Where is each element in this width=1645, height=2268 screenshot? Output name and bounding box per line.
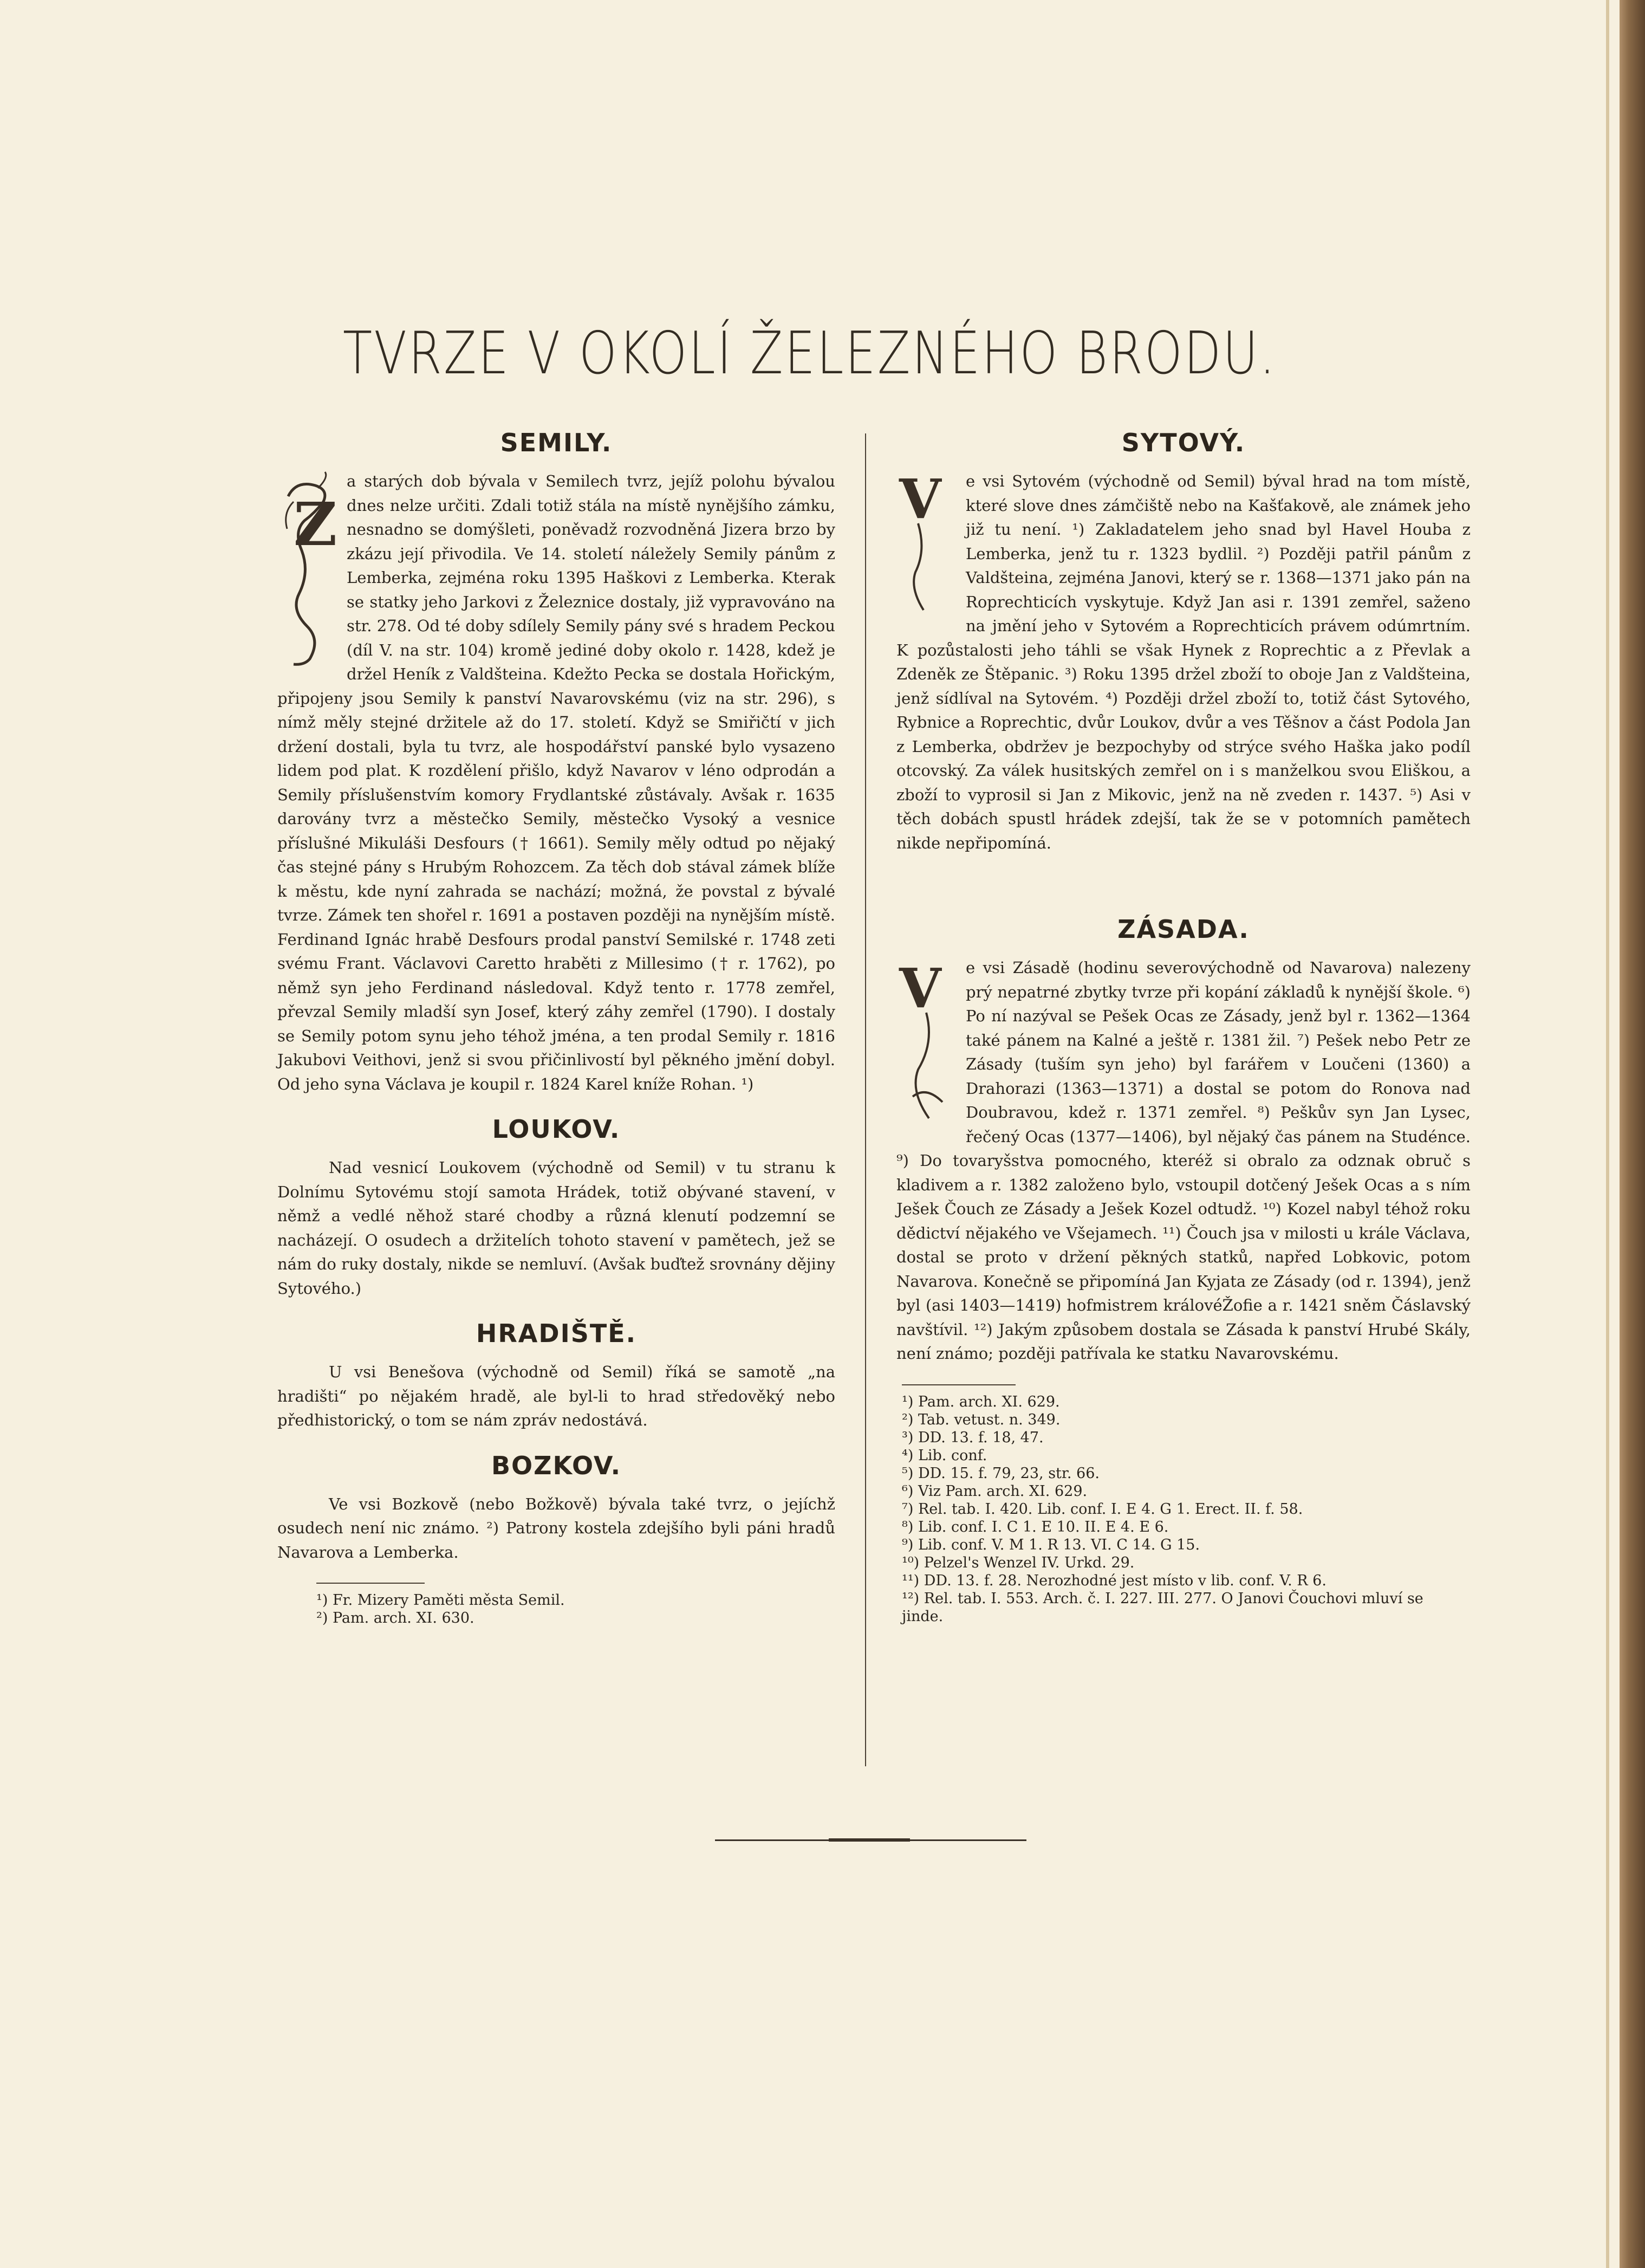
ornamental-initial-v: [896, 956, 956, 1129]
zasada-text: e vsi Zásadě (hodinu severovýchodně od Navarova) nalezeny prý nepatrné zbytky tvrze při kopání základů k nynější škole. ⁶) Po ní nazýval se Pešek Ocas ze Zásady, jenž byl r. 1362—1364 také pánem na Kalné a ještě r. 1381 žil. ⁷) Pešek nebo Petr ze Zásady (tuším syn jeho) byl farářem v Loučeni (1360) a Drahorazi (1363—1371) a dostal se potom do Ronova nad Doubravou, kdež r. 1371 zemřel. ⁸) Peškův syn Jan Lysec, řečený Ocas (1377—1406), byl nějaký čas pánem na Studénce. ⁹) Do tovaryšstva pomocného, kteréž si obralo za odznak obruč s kladivem a r. 1382 založeno bylo, vstoupil dotčený Ješek Ocas a s ním Ješek Čouch ze Zásady a Ješek Kozel odtudž. ¹⁰) Kozel nabyl téhož roku dědictví nějakého ve Všejamech. ¹¹) Čouch jsa v milosti u krále Václava, dostal se proto v držení pěkných statků, napřed Lobkovic, potom Navarova. Konečně se připomíná Jan Kyjata ze Zásady (od r. 1394), jenž byl (asi 1403—1419) hofmistrem královéŽofie a r. 1421 sněm Čáslavský navštívil. ¹²) Jakým způsobem dostala se Zásada k panství Hrubé Skály, není známo; později patřívala ke statku Navarovskému.: [896, 958, 1471, 1363]
ornamental-initial-v: [896, 469, 956, 615]
section-semily: [277, 428, 835, 1096]
heading-zasada: ZÁSADA.: [1117, 915, 1250, 944]
right-column: [896, 428, 1471, 1625]
column-divider: [865, 433, 866, 1766]
page-title: TVRZE V OKOLÍ ŽELEZNÉHO BRODU.: [342, 320, 1277, 387]
footnote: ²) Tab. vetust. n. 349.: [902, 1411, 1061, 1428]
section-bozkov: [277, 1451, 835, 1565]
footnote-rule-left: [316, 1583, 425, 1584]
end-rule-ornament: [829, 1838, 910, 1842]
heading-semily: SEMILY.: [500, 428, 613, 457]
footnotes-right: [896, 1393, 1471, 1625]
footnote: ⁹) Lib. conf. V. M 1. R 13. VI. C 14. G 15.: [902, 1536, 1200, 1553]
footnote: ⁵) DD. 15. f. 79, 23, str. 66.: [902, 1465, 1100, 1482]
section-loukov: [277, 1114, 835, 1300]
loukov-text: Nad vesnicí Loukovem (východně od Semil) v tu stranu k Dolnímu Sytovému stojí samota Hrádek, totiž obývané stavení, v němž a vedlé něhož staré chodby a různá klenutí podzemní se nacházejí. O osudech a držitelích tohoto stavení v pamětech, jež se nám do ruky dostaly, nikde se nemluví. (Avšak buďtež srovnány dějiny Sytového.): [277, 1158, 835, 1298]
sytovy-text: e vsi Sytovém (východně od Semil) býval hrad na tom místě, které slove dnes zámčiště nebo na Kašťakově, ale známek jeho již tu není. ¹) Zakladatelem jeho snad byl Havel Houba z Lemberka, jenž tu r. 1323 bydlil. ²) Později patřil pánům z Valdšteina, zejména Janovi, který se r. 1368—1371 jako pán na Roprechticích vyskytuje. Když Jan asi r. 1391 zemřel, saženo na jmění jeho v Sytovém a Roprechticích právem odúmrtním. K pozůstalosti jeho táhli se však Hynek z Roprechtic a z Převlak a Zdeněk ze Štěpanic. ³) Roku 1395 držel zboží to oboje Jan z Valdšteina, jenž sídlíval na Sytovém. ⁴) Později držel zboží to, totiž část Sytového, Rybnice a Roprechtic, dvůr Loukov, dvůr a ves Těšnov a část Podola Jan z Lemberka, obdržev je bezpochyby od strýce svého Haška jako podíl otcovský. Za válek husitských zemřel on i s manželkou svou Eliškou, a zboží to vyprosil si Jan z Mikovic, jenž na ně zveden r. 1437. ⁵) Asi v těch dobách spustl hrádek zdejší, tak že se v potomních pamětech nikde nepřipomíná.: [896, 472, 1471, 852]
footnote: ⁴) Lib. conf.: [902, 1447, 987, 1464]
page-edge: [1606, 0, 1609, 2268]
footnote: ¹) Pam. arch. XI. 629.: [902, 1393, 1060, 1410]
left-column: [277, 428, 835, 1627]
heading-sytovy: SYTOVÝ.: [1121, 428, 1246, 457]
book-spine: [1620, 0, 1645, 2268]
heading-bozkov: BOZKOV.: [491, 1450, 622, 1480]
heading-loukov: LOUKOV.: [492, 1114, 621, 1144]
footnote: ⁶) Viz Pam. arch. XI. 629.: [902, 1482, 1088, 1500]
section-hradiste: [277, 1319, 835, 1433]
footnote: ³) DD. 13. f. 18, 47.: [902, 1429, 1044, 1446]
footnote: ¹²) Rel. tab. I. 553. Arch. č. I. 227. III. 277. O Janovi Čouchovi mluví se jinde.: [902, 1590, 1423, 1625]
footnote-rule-right: [902, 1384, 1016, 1385]
hradiste-text: U vsi Benešova (východně od Semil) říká se samotě „na hradišti“ po nějakém hradě, ale byl-li to hrad středověký nebo předhistorický, o tom se nám zpráv nedostává.: [277, 1363, 835, 1429]
section-sytovy: [896, 428, 1471, 855]
svg-text:V: V: [899, 469, 941, 531]
footnotes-left: [277, 1591, 835, 1627]
footnote: ²) Pam. arch. XI. 630.: [316, 1610, 474, 1627]
svg-text:V: V: [899, 956, 941, 1020]
footnote: ¹¹) DD. 13. f. 28. Nerozhodné jest místo v lib. conf. V. R 6.: [902, 1572, 1327, 1589]
heading-hradiste: HRADIŠTĚ.: [476, 1319, 637, 1348]
section-zasada: [896, 915, 1471, 1366]
footnote: ¹⁰) Pelzel's Wenzel IV. Urkd. 29.: [902, 1554, 1135, 1571]
footnote: ⁷) Rel. tab. I. 420. Lib. conf. I. E 4. G 1. Erect. II. f. 58.: [902, 1500, 1303, 1518]
ornamental-initial-z: [277, 469, 337, 670]
footnote: ⁸) Lib. conf. I. C 1. E 10. II. E 4. E 6.: [902, 1518, 1169, 1535]
semily-text: a starých dob bývala v Semilech tvrz, jejíž polohu bývalou dnes nelze určiti. Zdali totiž stála na místě nynějšího zámku, nesnadno se domýšleti, poněvadž rozvodněná Jizera brzo by zkázu její přivodila. Ve 14. století náležely Semily pánům z Lemberka, zejména roku 1395 Haškovi z Lemberka. Kterak se statky jeho Jarkovi z Železnice dostaly, již vypravováno na str. 278. Od té doby sdílely Semily pány své s hradem Peckou (díl V. na str. 104) kromě jediné doby okolo r. 1428, kdež je držel Heník z Valdšteina. Kdežto Pecka se dostala Hořickým, připojeny jsou Semily k panství Navarovskému (viz na str. 296), s nímž měly stejné držitele až do 17. století. Když se Smiřičtí v jich držení dostali, byla tu tvrz, ale hospodářství panské bylo vysazeno lidem pod plat. K rozdělení přišlo, když Navarov v léno odprodán a Semily příslušenstvím komory Frydlantské zůstávaly. Avšak r. 1635 darovány tvrz a městečko Semily, městečko Vysoký a vesnice příslušné Mikuláši Desfours († 1661). Semily měly odtud po nějaký čas stejné pány s Hrubým Rohozcem. Za těch dob stával zámek blíže k městu, kde nyní zahrada se nachází; možná, že povstal z bývalé tvrze. Zámek ten shořel r. 1691 a postaven později na nynějším místě. Ferdinand Ignác hrabě Desfours prodal panství Semilské r. 1748 zeti svému Frant. Václavovi Caretto hraběti z Millesimo († r. 1762), po němž syn jeho Ferdinand následoval. Když tento r. 1778 zemřel, převzal Semily mladší syn Josef, který záhy zemřel (1790). I dostaly se Semily potom synu jeho téhož jména, a ten prodal Semily r. 1816 Jakubovi Veithovi, jenž si svou přičinlivostí byl pěkného jmění dobyl. Od jeho syna Václava je koupil r. 1824 Karel kníže Rohan. ¹): [277, 472, 835, 1093]
footnote: ¹) Fr. Mizery Paměti města Semil.: [316, 1592, 565, 1609]
bozkov-text: Ve vsi Bozkově (nebo Božkově) bývala také tvrz, o jejíchž osudech není nic známo. ²) Patrony kostela zdejšího byli páni hradů Navarova a Lemberka.: [277, 1494, 835, 1561]
svg-text:Z: Z: [294, 489, 337, 559]
